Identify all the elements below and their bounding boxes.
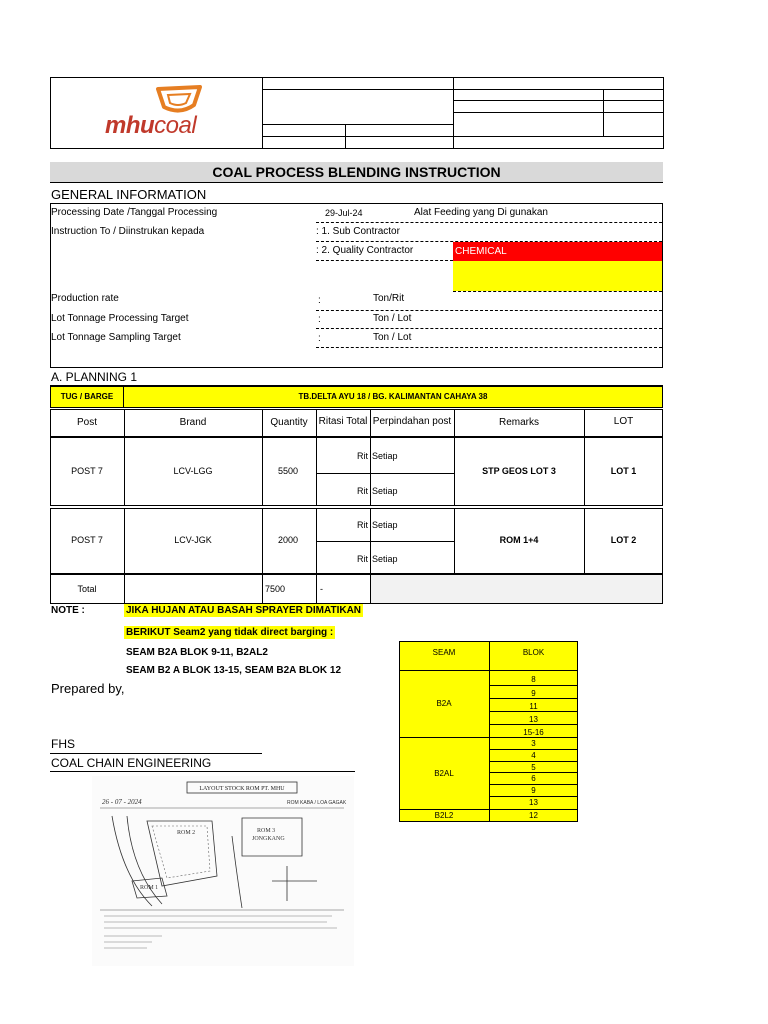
total-label: Total: [77, 584, 97, 594]
chemical-highlight: [453, 261, 662, 291]
col-ritasi: Ritasi Total: [318, 416, 368, 427]
note-line-1: JIKA HUJAN ATAU BASAH SPRAYER DIMATIKAN: [126, 605, 362, 616]
blok-rule: [489, 772, 578, 773]
tug-label: TUG / BARGE: [50, 386, 124, 408]
col-divider: [370, 409, 371, 506]
blok-cell: 9: [531, 689, 536, 698]
row1-rit2: Rit: [357, 486, 368, 496]
col-post: Post: [76, 417, 97, 428]
blok-cell: 11: [529, 702, 538, 711]
row2-qty: 2000: [278, 535, 299, 545]
blok-rule: [489, 796, 578, 797]
company-logo: [100, 85, 260, 140]
row2-brand: LCV-JGK: [174, 535, 212, 545]
blok-cell: 9: [531, 786, 536, 795]
header-divider: [453, 77, 454, 149]
header-rule: [262, 89, 664, 90]
sketch-date: 26 - 07 - 2024: [102, 798, 142, 806]
seam-b2al: B2AL: [434, 769, 454, 778]
blok-cell: 8: [531, 675, 536, 684]
lot-processing-unit: Ton / Lot: [373, 313, 412, 324]
sketch-label-rom1: ROM 1: [140, 885, 159, 891]
row2-rit2: Rit: [357, 554, 368, 564]
row1-lot: LOT 1: [610, 466, 637, 476]
col-divider: [316, 508, 317, 604]
row1-brand: LCV-LGG: [173, 466, 213, 476]
col-divider: [316, 409, 317, 506]
row2-rit1: Rit: [357, 520, 368, 530]
chemical-cell: CHEMICAL: [453, 242, 662, 261]
row1-qty: 5500: [278, 466, 299, 476]
sketch-label-jongkang: JONGKANG: [252, 836, 285, 842]
blok-cell: 4: [531, 751, 536, 760]
blok-cell: 3: [531, 739, 536, 748]
instruction-sub-contractor: : 1. Sub Contractor: [316, 226, 400, 237]
blok-cell: 13: [529, 715, 538, 724]
processing-date-label: Processing Date /Tanggal Processing: [51, 207, 218, 218]
note-line-4: SEAM B2 A BLOK 13-15, SEAM B2A BLOK 12: [126, 665, 342, 676]
row1-setiap1: Setiap: [372, 451, 398, 461]
production-colon: :: [318, 295, 321, 306]
blok-cell: 13: [529, 798, 538, 807]
processing-date-value: 29-Jul-24: [325, 208, 363, 218]
sketch-title: LAYOUT STOCK ROM PT. MHU: [199, 786, 285, 792]
row2-post: POST 7: [71, 535, 103, 545]
logo-text-mhu: mhu: [105, 112, 155, 139]
col-lot: LOT: [613, 416, 634, 427]
blok-rule: [489, 698, 578, 699]
col-divider: [124, 409, 125, 506]
signature-line: [50, 771, 355, 772]
col-divider: [454, 409, 455, 506]
row1-setiap2: Setiap: [372, 486, 398, 496]
lot-processing-colon: :: [318, 314, 321, 325]
tug-value: TB.DELTA AYU 18 / BG. KALIMANTAN CAHAYA 38: [123, 386, 663, 408]
dashed-rule: [316, 347, 662, 348]
dashed-rule: [316, 310, 662, 311]
planning-heading: A. PLANNING 1: [51, 370, 138, 384]
row-split: [316, 473, 454, 474]
seam-b2a: B2A: [436, 699, 452, 708]
col-perpindahan: Perpindahan post: [372, 416, 452, 427]
blok-cell: 12: [529, 811, 538, 820]
blok-rule: [489, 711, 578, 712]
total-gray-cell: [371, 575, 662, 603]
logo-mark-icon: [150, 85, 210, 115]
row2-remarks: ROM 1+4: [499, 535, 539, 545]
total-qty: 7500: [265, 584, 286, 594]
seam-b2l2: B2L2: [434, 811, 454, 820]
row1-post: POST 7: [71, 466, 103, 476]
note-label: NOTE :: [51, 605, 85, 616]
preparer-department: COAL CHAIN ENGINEERING: [51, 756, 212, 770]
blok-rule: [489, 724, 578, 725]
lot-sampling-colon: :: [318, 333, 321, 344]
production-rate-label: Production rate: [51, 293, 119, 304]
sketch-label-rom3: ROM 3: [257, 828, 276, 834]
row-split: [316, 541, 454, 542]
col-divider: [454, 508, 455, 574]
dashed-rule: [316, 222, 662, 223]
header-rule: [453, 112, 664, 113]
lot-sampling-label: Lot Tonnage Sampling Target: [51, 332, 181, 343]
row1-remarks: STP GEOS LOT 3: [482, 466, 556, 476]
instruction-label: Instruction To / Diinstrukan kepada: [51, 226, 205, 237]
seam-header: SEAM: [432, 648, 456, 657]
sketch-label-rom2: ROM 2: [177, 830, 196, 836]
col-divider: [262, 508, 263, 604]
blok-cell: 15-16: [523, 728, 544, 737]
blok-header: BLOK: [522, 648, 545, 657]
col-divider: [370, 508, 371, 604]
col-divider: [584, 508, 585, 574]
general-heading: GENERAL INFORMATION: [51, 187, 207, 202]
row1-rit1: Rit: [357, 451, 368, 461]
total-dash: -: [320, 584, 323, 594]
dashed-rule: [316, 328, 662, 329]
production-unit: Ton/Rit: [373, 293, 405, 304]
layout-sketch: [92, 776, 354, 966]
lot-processing-label: Lot Tonnage Processing Target: [51, 313, 189, 324]
col-divider: [584, 409, 585, 506]
blok-cell: 6: [531, 774, 536, 783]
logo-text-coal: coal: [154, 112, 197, 139]
blok-rule: [489, 749, 578, 750]
preparer-name: FHS: [51, 737, 75, 751]
seam-rule: [399, 737, 578, 738]
header-rule: [262, 136, 664, 137]
header-rule: [453, 100, 664, 101]
col-divider: [262, 409, 263, 506]
row2-setiap2: Setiap: [372, 554, 398, 564]
note-line-3: SEAM B2A BLOK 9-11, B2AL2: [126, 647, 268, 658]
row2-setiap1: Setiap: [372, 520, 398, 530]
blok-rule: [489, 784, 578, 785]
blok-rule: [489, 761, 578, 762]
col-brand: Brand: [179, 417, 207, 428]
page-title: COAL PROCESS BLENDING INSTRUCTION: [50, 162, 663, 183]
instruction-quality-contractor: : 2. Quality Contractor: [316, 245, 414, 256]
dashed-rule: [453, 291, 662, 292]
col-quantity: Quantity: [270, 417, 308, 428]
header-divider: [262, 77, 263, 149]
row2-lot: LOT 2: [610, 535, 637, 545]
lot-sampling-unit: Ton / Lot: [373, 332, 412, 343]
sketch-location: ROM KABA / LOA GAGAK: [287, 800, 347, 806]
blok-cell: 5: [531, 763, 536, 772]
header-rule: [262, 124, 453, 125]
prepared-label: Prepared by,: [51, 681, 125, 696]
note-line-2: BERIKUT Seam2 yang tidak direct barging :: [126, 627, 334, 638]
sketch-drawing: [92, 776, 354, 966]
col-remarks: Remarks: [498, 417, 539, 428]
col-divider: [124, 508, 125, 604]
seam-rule: [399, 809, 578, 810]
feeding-label: Alat Feeding yang Di gunakan: [414, 207, 548, 218]
dashed-rule: [316, 260, 453, 261]
signature-line: [50, 753, 262, 754]
blok-rule: [489, 685, 578, 686]
